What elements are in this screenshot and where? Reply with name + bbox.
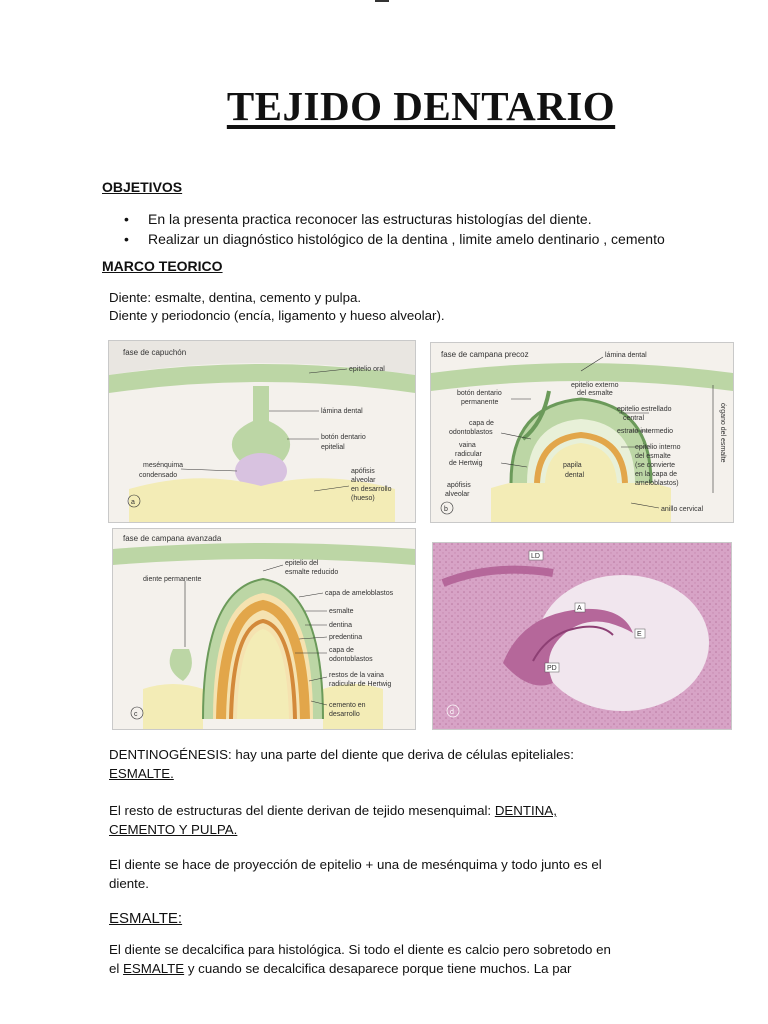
label-text: E [637,631,642,638]
paragraph-text: y cuando se decalcifica desaparece porque tiene muchos. La par [184,961,572,976]
label-text: epitelio oral [349,366,385,373]
paragraph-projection [109,855,669,893]
underlined-term-cement-pulp: CEMENTO Y PULPA. [109,822,238,837]
label-text: radicular de Hertwig [329,681,392,688]
panel-b-title: fase de campana precoz [441,350,529,359]
list-item: • En la presenta practica reconocer las estructuras histologías del diente. [124,209,665,229]
panel-c-advanced-bell-stage [112,528,416,730]
label-text: LD [531,553,540,560]
paragraph-text: diente. [109,876,149,891]
label-text: lámina dental [605,352,647,359]
label-text: botón dentario [457,390,502,397]
list-item: • Realizar un diagnóstico histológico de la dentina , limite amelo dentinario , cemento [124,229,665,249]
underlined-term-dentin: DENTINA, [494,803,557,818]
label-text: del esmalte [635,453,671,460]
label-text: capa de [469,420,494,427]
label-text: central [623,415,645,422]
label-text: epitelio interno [635,444,681,451]
label-text: cemento en [329,702,366,709]
label-text: esmalte [329,608,354,615]
label-text: dental [565,472,585,479]
label-text: apófisis [447,482,471,489]
theory-line-1: Diente: esmalte, dentina, cemento y pulpa. [109,290,362,305]
label-text: epitelio externo [571,382,619,389]
label-text: de Hertwig [449,460,483,467]
label-text: desarrollo [329,711,360,718]
label-text: en la capa de [635,471,678,478]
label-text: alveolar [351,477,376,484]
label-text: vaina [459,442,476,449]
label-text: dentina [329,622,352,629]
underlined-term-enamel: ESMALTE [123,961,185,976]
label-text: apófisis [351,468,375,475]
label-text: estrato intermedio [617,428,674,435]
label-text: odontoblastos [329,656,373,663]
underlined-term-enamel: ESMALTE. [109,766,174,781]
paragraph-decalcification [109,940,669,978]
paragraph-mesenchymal [109,801,669,839]
paragraph-text: El diente se decalcifica para histológica. Si todo el diente es calcio pero sobretodo en [109,942,611,957]
label-text: alveolar [445,491,470,498]
label-text: en desarrollo [351,486,392,493]
panel-c-title: fase de campana avanzada [123,534,222,543]
panel-d-illustration [433,543,731,729]
label-text: (hueso) [351,495,375,502]
label-text: diente permanente [143,576,202,583]
paragraph-text: El diente se hace de proyección de epitelio + una de mesénquima y todo junto es el [109,857,602,872]
panel-b-early-bell-stage [430,342,734,523]
paragraph-dentinogenesis [109,745,669,783]
panel-a-cap-stage [108,340,416,523]
label-text: ameloblastos) [635,480,679,487]
label-text: predentina [329,634,363,641]
objectives-heading: OBJETIVOS [102,179,183,195]
label-text: epitelio estrellado [617,406,672,413]
tooth-development-figure [108,340,732,732]
panel-d-micrograph [432,542,732,730]
panel-c-letter: c [134,711,138,718]
label-text: radicular [455,451,482,458]
label-text: odontoblastos [449,429,493,436]
label-text: papila [563,462,582,469]
label-text: PD [547,665,557,672]
paragraph-text: DENTINOGÉNESIS: hay una parte del diente que deriva de células epiteliales: [109,747,574,762]
label-text: (se convierte [635,462,676,469]
label-text: epitelial [321,444,345,451]
label-text: permanente [461,399,499,406]
panel-b-illustration [431,343,733,522]
label-text: órgano del esmalte [719,403,726,463]
label-text: lámina dental [321,408,363,415]
label-text: mesénquima [143,462,184,469]
panel-d-letter: d [450,709,454,716]
label-text: condensado [139,472,178,479]
label-text: anillo cervical [661,506,704,513]
label-text: epitelio del [285,560,319,567]
panel-a-letter: a [131,499,135,506]
label-text: del esmalte [577,390,613,397]
panel-b-letter: b [444,506,448,513]
theory-heading: MARCO TEORICO [102,258,223,274]
label-text: A [577,605,582,612]
paragraph-text: El resto de estructuras del diente derivan de tejido mesenquimal: [109,803,495,818]
label-text: capa de ameloblastos [325,590,394,597]
label-text: capa de [329,647,354,654]
theory-line-2: Diente y periodoncio (encía, ligamento y hueso alveolar). [109,308,445,323]
top-mark [375,0,389,2]
paragraph-text: el [109,961,124,976]
label-text: restos de la vaina [329,672,384,679]
label-text: botón dentario [321,434,366,441]
panel-a-illustration [109,341,415,522]
panel-a-title: fase de capuchón [123,348,187,357]
enamel-heading: ESMALTE: [109,910,183,927]
objectives-list [124,209,665,249]
page-title: TEJIDO DENTARIO [226,83,616,129]
panel-c-illustration [113,529,415,729]
label-text: esmalte reducido [285,569,339,576]
